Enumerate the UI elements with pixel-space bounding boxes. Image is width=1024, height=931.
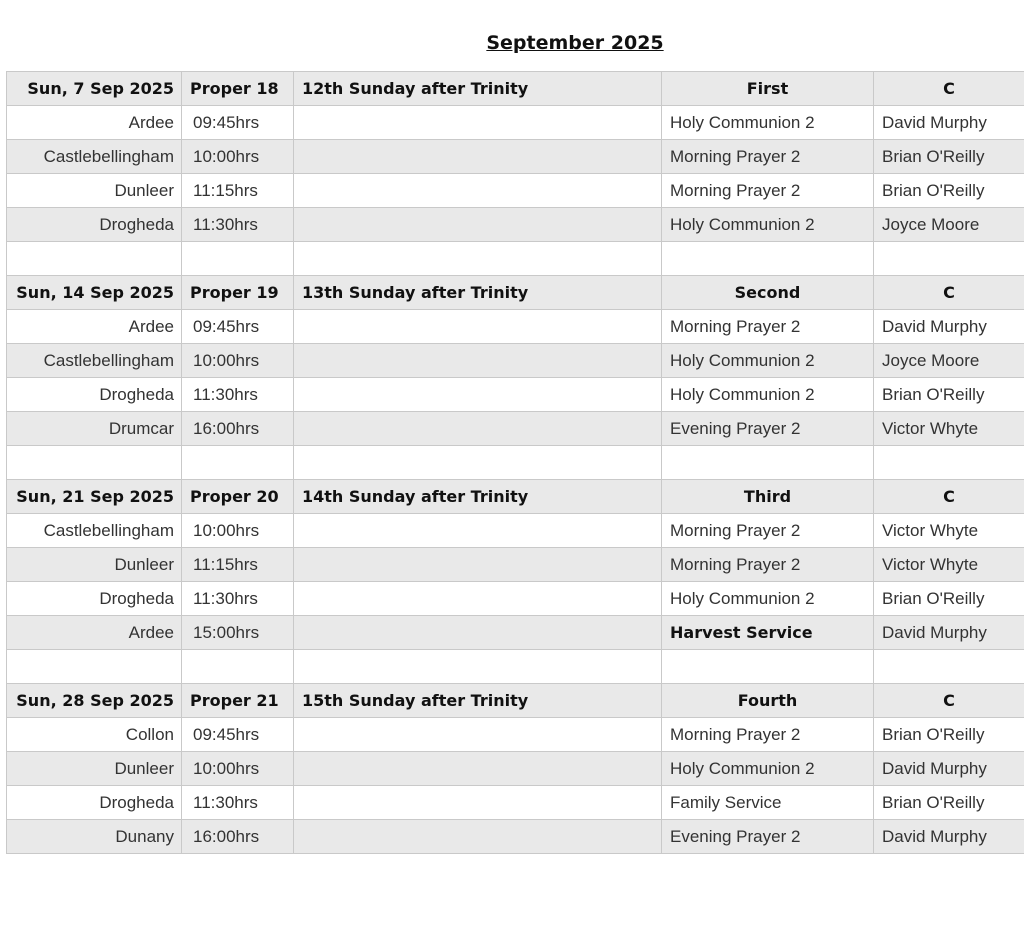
sunday-header-row [7, 72, 1024, 106]
spacer-row [7, 446, 1024, 480]
service-row [7, 582, 1024, 616]
service-row [7, 514, 1024, 548]
service-time: 15:00hrs [182, 616, 294, 650]
service-type: Holy Communion 2 [662, 752, 874, 786]
service-row [7, 786, 1024, 820]
service-type: Holy Communion 2 [662, 106, 874, 140]
service-type: Holy Communion 2 [662, 378, 874, 412]
service-row [7, 616, 1024, 650]
sunday-ordinal: Fourth [662, 684, 874, 718]
service-minister: Victor Whyte [874, 514, 1024, 548]
empty-cell [182, 446, 294, 480]
empty-cell [7, 650, 182, 684]
sunday-ordinal: First [662, 72, 874, 106]
sunday-date: Sun, 28 Sep 2025 [7, 684, 182, 718]
service-notes [294, 616, 662, 650]
empty-cell [182, 650, 294, 684]
service-minister: David Murphy [874, 106, 1024, 140]
service-notes [294, 140, 662, 174]
service-place: Dunleer [7, 174, 182, 208]
empty-cell [7, 446, 182, 480]
service-time: 11:15hrs [182, 548, 294, 582]
service-minister: Brian O'Reilly [874, 140, 1024, 174]
service-minister: Victor Whyte [874, 412, 1024, 446]
service-notes [294, 412, 662, 446]
service-notes [294, 786, 662, 820]
sunday-date: Sun, 21 Sep 2025 [7, 480, 182, 514]
service-notes [294, 174, 662, 208]
service-notes [294, 344, 662, 378]
service-time: 10:00hrs [182, 514, 294, 548]
sunday-ordinal: Second [662, 276, 874, 310]
sunday-name: 15th Sunday after Trinity [294, 684, 662, 718]
service-time: 10:00hrs [182, 140, 294, 174]
service-time: 16:00hrs [182, 820, 294, 854]
service-place: Dunany [7, 820, 182, 854]
spacer-row [7, 242, 1024, 276]
service-type: Holy Communion 2 [662, 208, 874, 242]
empty-cell [294, 242, 662, 276]
service-row [7, 718, 1024, 752]
service-row [7, 412, 1024, 446]
sunday-name: 12th Sunday after Trinity [294, 72, 662, 106]
service-time: 09:45hrs [182, 718, 294, 752]
service-time: 09:45hrs [182, 310, 294, 344]
service-row [7, 106, 1024, 140]
service-row [7, 174, 1024, 208]
service-time: 11:30hrs [182, 208, 294, 242]
service-time: 16:00hrs [182, 412, 294, 446]
sunday-header-row [7, 276, 1024, 310]
service-notes [294, 106, 662, 140]
service-type: Morning Prayer 2 [662, 310, 874, 344]
empty-cell [874, 650, 1024, 684]
service-type: Holy Communion 2 [662, 344, 874, 378]
sunday-header-row [7, 480, 1024, 514]
sunday-ordinal: Third [662, 480, 874, 514]
service-type: Family Service [662, 786, 874, 820]
proper-number: Proper 20 [182, 480, 294, 514]
service-type: Morning Prayer 2 [662, 140, 874, 174]
empty-cell [874, 446, 1024, 480]
service-place: Drogheda [7, 582, 182, 616]
service-minister: David Murphy [874, 310, 1024, 344]
service-type: Morning Prayer 2 [662, 514, 874, 548]
service-time: 09:45hrs [182, 106, 294, 140]
service-minister: Brian O'Reilly [874, 582, 1024, 616]
service-type: Morning Prayer 2 [662, 718, 874, 752]
spacer-row [7, 650, 1024, 684]
service-time: 11:30hrs [182, 378, 294, 412]
lectionary-year: C [874, 72, 1024, 106]
service-notes [294, 582, 662, 616]
sunday-name: 14th Sunday after Trinity [294, 480, 662, 514]
service-time: 11:30hrs [182, 582, 294, 616]
empty-cell [662, 650, 874, 684]
sunday-header-row [7, 684, 1024, 718]
service-minister: Joyce Moore [874, 344, 1024, 378]
service-type: Evening Prayer 2 [662, 820, 874, 854]
service-notes [294, 378, 662, 412]
sunday-date: Sun, 7 Sep 2025 [7, 72, 182, 106]
service-time: 10:00hrs [182, 344, 294, 378]
service-time: 11:15hrs [182, 174, 294, 208]
rota-table [6, 71, 1024, 854]
lectionary-year: C [874, 276, 1024, 310]
empty-cell [662, 242, 874, 276]
service-minister: David Murphy [874, 820, 1024, 854]
service-time: 11:30hrs [182, 786, 294, 820]
proper-number: Proper 18 [182, 72, 294, 106]
service-minister: Joyce Moore [874, 208, 1024, 242]
page-title: September 2025 [486, 32, 664, 54]
service-row [7, 140, 1024, 174]
service-minister: David Murphy [874, 616, 1024, 650]
rota-body [7, 72, 1024, 854]
service-minister: Brian O'Reilly [874, 718, 1024, 752]
service-notes [294, 548, 662, 582]
service-row [7, 548, 1024, 582]
service-place: Drogheda [7, 208, 182, 242]
service-place: Drumcar [7, 412, 182, 446]
service-minister: Victor Whyte [874, 548, 1024, 582]
service-type: Holy Communion 2 [662, 582, 874, 616]
empty-cell [294, 446, 662, 480]
service-notes [294, 718, 662, 752]
service-row [7, 344, 1024, 378]
empty-cell [294, 650, 662, 684]
service-notes [294, 820, 662, 854]
service-place: Collon [7, 718, 182, 752]
service-row [7, 310, 1024, 344]
service-place: Ardee [7, 106, 182, 140]
service-type: Morning Prayer 2 [662, 174, 874, 208]
sunday-date: Sun, 14 Sep 2025 [7, 276, 182, 310]
empty-cell [662, 446, 874, 480]
service-row [7, 752, 1024, 786]
service-minister: Brian O'Reilly [874, 786, 1024, 820]
service-place: Drogheda [7, 786, 182, 820]
sunday-name: 13th Sunday after Trinity [294, 276, 662, 310]
proper-number: Proper 19 [182, 276, 294, 310]
service-place: Castlebellingham [7, 514, 182, 548]
service-place: Ardee [7, 310, 182, 344]
service-notes [294, 514, 662, 548]
service-notes [294, 310, 662, 344]
service-place: Castlebellingham [7, 140, 182, 174]
service-minister: Brian O'Reilly [874, 378, 1024, 412]
service-type: Morning Prayer 2 [662, 548, 874, 582]
empty-cell [182, 242, 294, 276]
lectionary-year: C [874, 684, 1024, 718]
service-place: Dunleer [7, 752, 182, 786]
service-row [7, 208, 1024, 242]
service-row [7, 820, 1024, 854]
service-type: Evening Prayer 2 [662, 412, 874, 446]
empty-cell [874, 242, 1024, 276]
service-minister: David Murphy [874, 752, 1024, 786]
service-place: Drogheda [7, 378, 182, 412]
service-notes [294, 752, 662, 786]
lectionary-year: C [874, 480, 1024, 514]
service-place: Dunleer [7, 548, 182, 582]
service-row [7, 378, 1024, 412]
empty-cell [7, 242, 182, 276]
service-time: 10:00hrs [182, 752, 294, 786]
service-place: Ardee [7, 616, 182, 650]
service-notes [294, 208, 662, 242]
service-type: Harvest Service [662, 616, 874, 650]
proper-number: Proper 21 [182, 684, 294, 718]
service-place: Castlebellingham [7, 344, 182, 378]
service-minister: Brian O'Reilly [874, 174, 1024, 208]
